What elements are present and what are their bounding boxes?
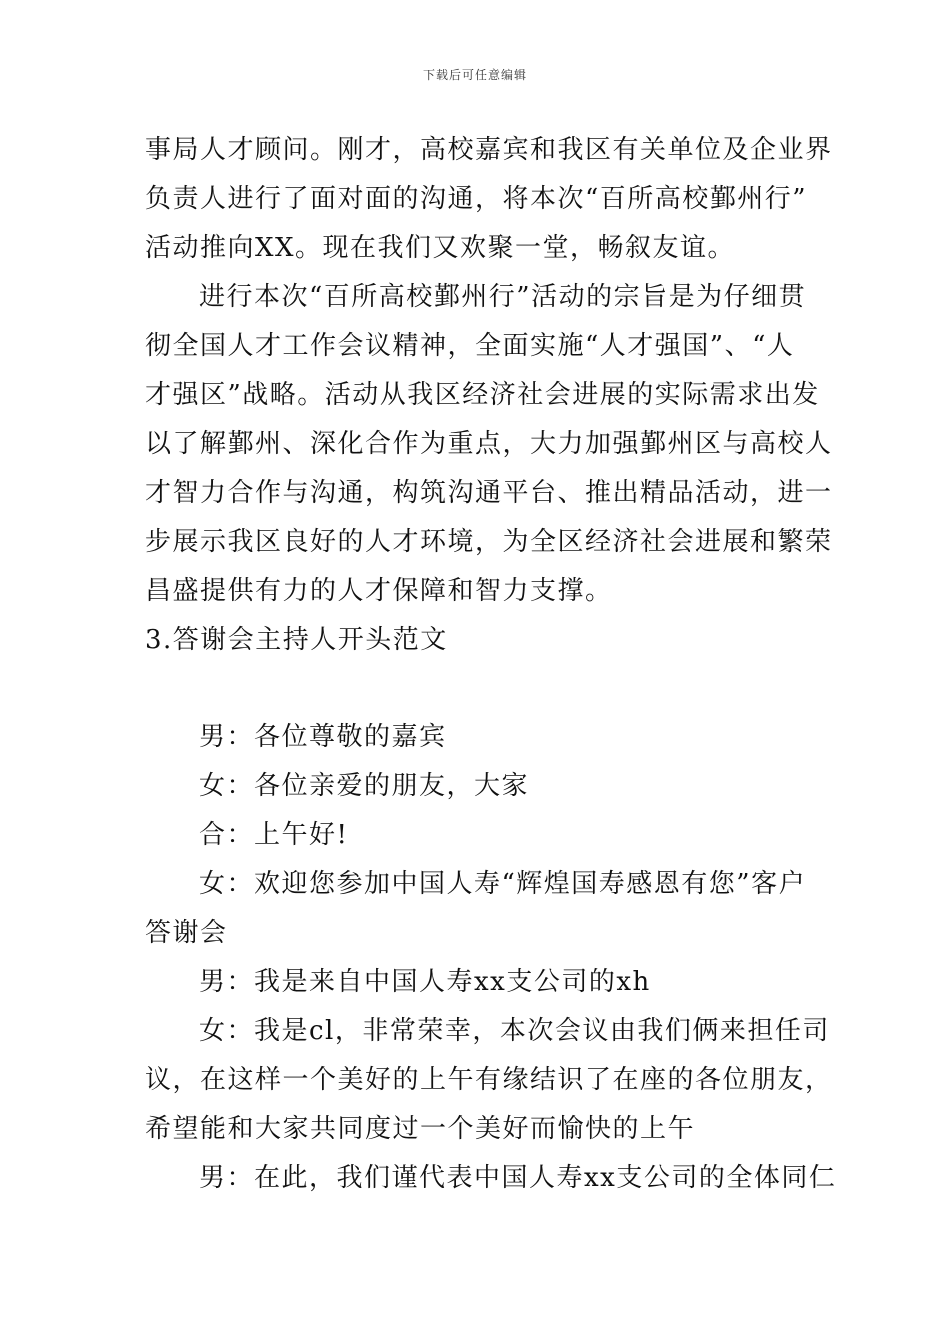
- paragraph-line: 负责人进行了面对面的沟通，将本次“百所高校鄞州行”: [145, 184, 808, 214]
- paragraph-line: 才强区”战略。活动从我区经济社会进展的实际需求出发: [145, 380, 820, 410]
- blank-spacer: [145, 665, 815, 713]
- dialogue-line: 女：欢迎您参加中国人寿“辉煌国寿感恩有您”客户: [199, 869, 807, 899]
- paragraph-line: 事局人才顾问。刚才，高校嘉宾和我区有关单位及企业界: [145, 135, 833, 165]
- section-heading: 3.答谢会主持人开头范文: [145, 625, 448, 655]
- paragraph-line: 昌盛提供有力的人才保障和智力支撑。: [145, 576, 613, 606]
- paragraph-line: 活动推向XX。现在我们又欢聚一堂，畅叙友谊。: [145, 233, 736, 263]
- paragraph-line: 以了解鄞州、深化合作为重点，大力加强鄞州区与高校人: [145, 429, 833, 459]
- paragraph-line: 彻全国人才工作会议精神，全面实施“人才强国”、“人: [145, 331, 795, 361]
- dialogue-line: 男：在此，我们谨代表中国人寿xx支公司的全体同仁: [199, 1163, 837, 1193]
- dialogue-line: 合：上午好!: [199, 820, 349, 850]
- paragraph-line: 才智力合作与沟通，构筑沟通平台、推出精品活动，进一: [145, 478, 833, 508]
- dialogue-line: 女：我是cl，非常荣幸，本次会议由我们俩来担任司: [199, 1016, 830, 1046]
- dialogue-line: 女：各位亲爱的朋友，大家: [199, 771, 530, 801]
- dialogue-line: 男：我是来自中国人寿xx支公司的xh: [199, 967, 651, 997]
- dialogue-line: 答谢会: [145, 918, 228, 948]
- page-header: 下载后可任意编辑: [422, 68, 527, 82]
- dialogue-line: 男：各位尊敬的嘉宾: [199, 722, 447, 752]
- dialogue-line: 希望能和大家共同度过一个美好而愉快的上午: [145, 1114, 696, 1144]
- paragraph-line: 进行本次“百所高校鄞州行”活动的宗旨是为仔细贯: [199, 282, 807, 312]
- dialogue-line: 议，在这样一个美好的上午有缘结识了在座的各位朋友，: [145, 1065, 833, 1095]
- document-body: [145, 126, 837, 1203]
- paragraph-line: 步展示我区良好的人才环境，为全区经济社会进展和繁荣: [145, 527, 833, 557]
